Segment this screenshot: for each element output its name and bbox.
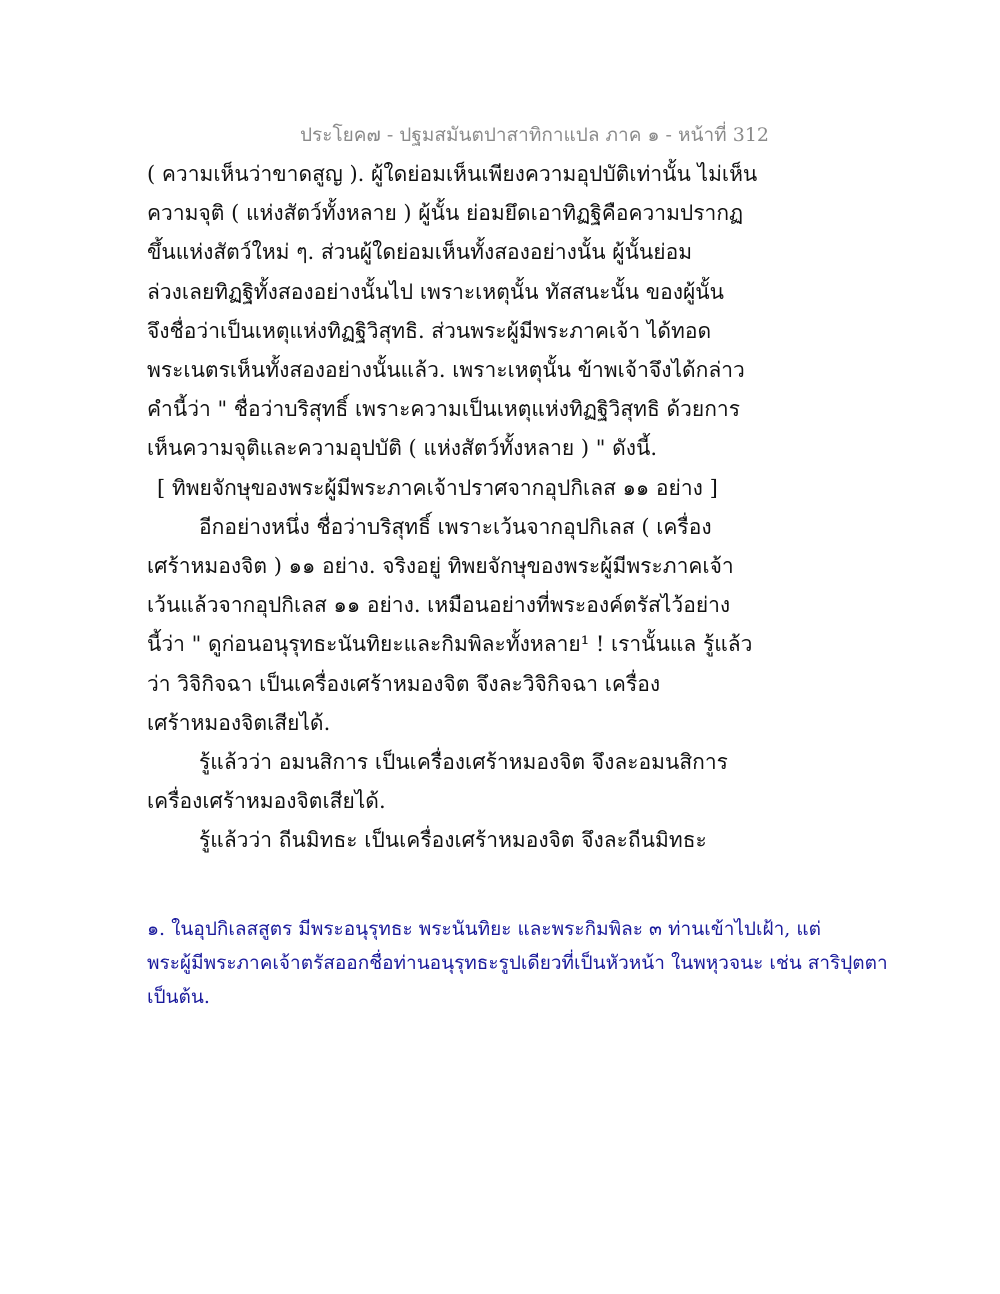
- body-line: เศร้าหมองจิต ) ๑๑ อย่าง. จริงอยู่ ทิพยจักษุของพระผู้มีพระภาคเจ้า: [147, 554, 734, 579]
- body-line: ความจุติ ( แห่งสัตว์ทั้งหลาย ) ผู้นั้น ย่อมยึดเอาทิฏฐิคือความปรากฏ: [147, 201, 744, 226]
- body-line: เห็นความจุติและความอุปบัติ ( แห่งสัตว์ทั้งหลาย ) " ดังนี้.: [147, 436, 657, 461]
- body-line: พระเนตรเห็นทั้งสองอย่างนั้นแล้ว. เพราะเหตุนั้น ข้าพเจ้าจึงได้กล่าว: [147, 358, 745, 383]
- footnote-line: ๑. ในอุปกิเลสสูตร มีพระอนุรุทธะ พระนันทิยะ และพระกิมพิละ ๓ ท่านเข้าไปเฝ้า, แต่: [147, 918, 821, 940]
- body-line: ขึ้นแห่งสัตว์ใหม่ ๆ. ส่วนผู้ใดย่อมเห็นทั้งสองอย่างนั้น ผู้นั้นย่อม: [147, 240, 693, 265]
- paragraph-first-line: รู้แล้วว่า ถีนมิทธะ เป็นเครื่องเศร้าหมองจิต จึงละถีนมิทธะ: [199, 828, 707, 853]
- body-line: ว่า วิจิกิจฉา เป็นเครื่องเศร้าหมองจิต จึงละวิจิกิจฉา เครื่อง: [147, 671, 661, 696]
- footnote-line: เป็นต้น.: [147, 986, 210, 1008]
- body-text: [147, 155, 758, 861]
- paragraph-first-line: อีกอย่างหนึ่ง ชื่อว่าบริสุทธิ์ เพราะเว้นจากอุปกิเลส ( เครื่อง: [199, 514, 712, 539]
- body-line: เศร้าหมองจิตเสียได้.: [147, 710, 331, 735]
- footnote-line: พระผู้มีพระภาคเจ้าตรัสออกชื่อท่านอนุรุทธะรูปเดียวที่เป็นหัวหน้า ในพหุวจนะ เช่น สาริปุตตา: [147, 952, 888, 974]
- running-header: ประโยค๗ - ปฐมสมันตปาสาทิกาแปล ภาค ๑ - หน้าที่ 312: [300, 124, 770, 146]
- body-line: นี้ว่า " ดูก่อนอนุรุทธะนันทิยะและกิมพิละทั้งหลาย¹ ! เรานั้นแล รู้แล้ว: [147, 632, 753, 657]
- body-line: คำนี้ว่า " ชื่อว่าบริสุทธิ์ เพราะความเป็นเหตุแห่งทิฏฐิวิสุทธิ ด้วยการ: [147, 397, 740, 422]
- paragraph-first-line: รู้แล้วว่า อมนสิการ เป็นเครื่องเศร้าหมองจิต จึงละอมนสิการ: [199, 750, 728, 775]
- section-heading: [ ทิพยจักษุของพระผู้มีพระภาคเจ้าปราศจากอุปกิเลส ๑๑ อย่าง ]: [157, 475, 718, 500]
- footnotes: [147, 912, 888, 1014]
- body-line: จึงชื่อว่าเป็นเหตุแห่งทิฏฐิวิสุทธิ. ส่วนพระผู้มีพระภาคเจ้า ได้ทอด: [147, 318, 712, 343]
- body-line: ล่วงเลยทิฏฐิทั้งสองอย่างนั้นไป เพราะเหตุนั้น ทัสสนะนั้น ของผู้นั้น: [147, 279, 724, 304]
- body-line: เครื่องเศร้าหมองจิตเสียได้.: [147, 789, 386, 814]
- body-line: เว้นแล้วจากอุปกิเลส ๑๑ อย่าง. เหมือนอย่างที่พระองค์ตรัสไว้อย่าง: [147, 593, 731, 618]
- body-line: ( ความเห็นว่าขาดสูญ ). ผู้ใดย่อมเห็นเพียงความอุปบัติเท่านั้น ไม่เห็น: [147, 162, 758, 186]
